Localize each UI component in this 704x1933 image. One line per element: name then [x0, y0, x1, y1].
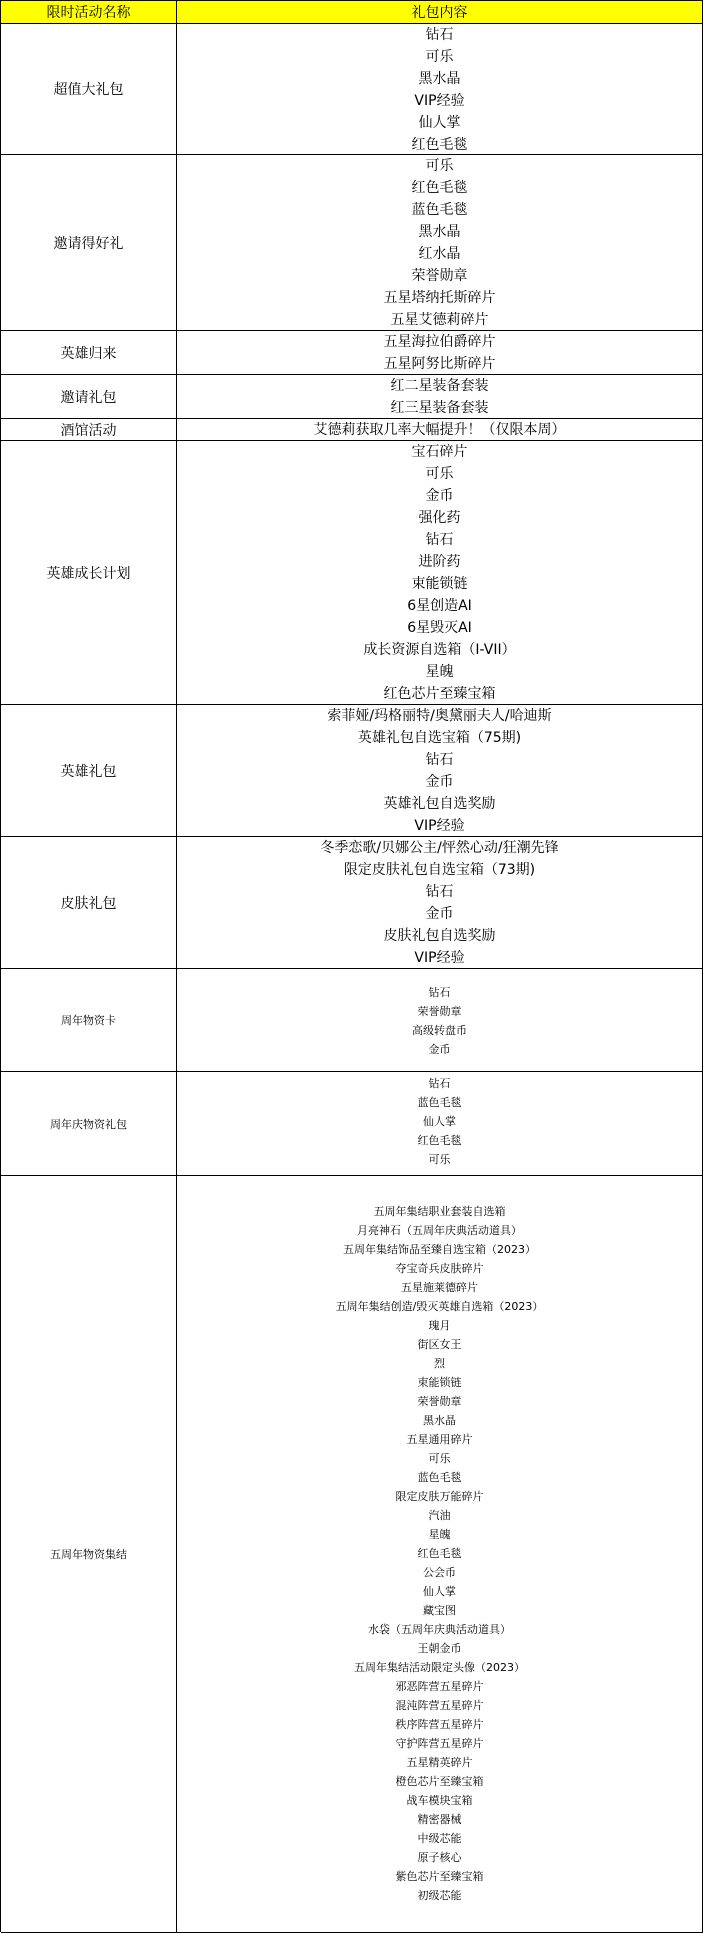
table-row [1, 24, 703, 155]
table-row [1, 441, 703, 705]
gift-item: VIP经验 [414, 818, 465, 834]
gift-item: 钻石 [425, 752, 454, 768]
gift-content-list [177, 24, 703, 154]
gift-item: 五周年集结职业套装自选箱 [373, 1205, 506, 1218]
gift-item: 限定皮肤万能碎片 [395, 1490, 484, 1503]
table-header [1, 1, 703, 24]
gift-item: 藏宝图 [423, 1604, 456, 1617]
table-row [1, 331, 703, 375]
gift-item: 金币 [428, 1043, 451, 1056]
gift-item: 钻石 [425, 884, 454, 900]
gift-item: VIP经验 [414, 950, 465, 966]
activity-name: 超值大礼包 [1, 24, 177, 154]
gift-item: 皮肤礼包自选奖励 [383, 928, 496, 944]
gift-item: 黑水晶 [418, 71, 461, 87]
gift-item: 荣誉勋章 [417, 1395, 462, 1408]
gift-item: 五周年集结活动限定头像（2023） [354, 1661, 525, 1674]
gift-item: 艾德莉获取几率大幅提升！（仅限本周） [313, 422, 566, 438]
gift-item: 成长资源自选箱（I-VII） [363, 642, 516, 658]
gift-item: 原子核心 [417, 1851, 462, 1864]
activity-name: 英雄归来 [1, 331, 177, 374]
gift-content-list [177, 1072, 703, 1175]
activity-name: 英雄成长计划 [1, 441, 177, 704]
gift-item: 可乐 [425, 466, 454, 482]
gift-item: 混沌阵营五星碎片 [395, 1699, 484, 1712]
gift-item: 五星精英碎片 [406, 1756, 473, 1769]
gift-item: 街区女王 [417, 1338, 462, 1351]
gift-content-list [177, 331, 703, 374]
gift-item: 蓝色毛毯 [417, 1471, 462, 1484]
gift-item: 宝石碎片 [411, 444, 468, 460]
activity-name: 皮肤礼包 [1, 837, 177, 968]
gift-item: 金币 [425, 774, 454, 790]
gift-item: 荣誉勋章 [411, 268, 468, 284]
gift-item: 五星海拉伯爵碎片 [383, 334, 496, 350]
gift-item: VIP经验 [414, 93, 465, 109]
activity-name: 邀请礼包 [1, 375, 177, 418]
gift-item: 高级转盘币 [412, 1024, 467, 1037]
gift-item: 可乐 [425, 158, 454, 174]
gift-content-list [177, 1176, 703, 1932]
gift-item: 水袋（五周年庆典活动道具） [368, 1623, 511, 1636]
gift-item: 中级芯能 [417, 1832, 462, 1845]
table-row [1, 1072, 703, 1176]
gift-item: 英雄礼包自选奖励 [383, 796, 496, 812]
gift-item: 红色毛毯 [411, 137, 468, 153]
gift-item: 钻石 [428, 1077, 451, 1090]
gift-item: 初级芯能 [417, 1889, 462, 1902]
activity-name: 周年物资卡 [1, 969, 177, 1071]
table-row [1, 155, 703, 331]
activity-name: 五周年物资集结 [1, 1176, 177, 1932]
gift-item: 战车模块宝箱 [406, 1794, 473, 1807]
gift-item: 王朝金币 [417, 1642, 462, 1655]
gift-item: 精密器械 [417, 1813, 462, 1826]
table-row [1, 837, 703, 969]
gift-item: 强化药 [418, 510, 461, 526]
gift-item: 6星毁灭AI [407, 620, 472, 636]
gift-item: 金币 [425, 488, 454, 504]
gift-item: 紫色芯片至臻宝箱 [395, 1870, 484, 1883]
activity-name: 周年庆物资礼包 [1, 1072, 177, 1175]
gift-item: 索菲娅/玛格丽特/奥黛丽夫人/哈迪斯 [327, 708, 552, 724]
gift-item: 五星塔纳托斯碎片 [383, 290, 496, 306]
table-row [1, 1176, 703, 1933]
gift-item: 限定皮肤礼包自选宝箱（73期) [343, 862, 536, 878]
table-row [1, 419, 703, 441]
gift-item: 冬季恋歌/贝娜公主/怦然心动/狂潮先锋 [320, 840, 559, 856]
gift-item: 仙人掌 [423, 1115, 456, 1128]
gift-item: 红色毛毯 [417, 1547, 462, 1560]
gift-item: 可乐 [425, 49, 454, 65]
gift-item: 钻石 [425, 532, 454, 548]
gift-item: 蓝色毛毯 [417, 1096, 462, 1109]
header-activity-name: 限时活动名称 [1, 1, 177, 23]
gift-item: 星魄 [425, 664, 454, 680]
gift-item: 守护阵营五星碎片 [395, 1737, 484, 1750]
gift-item: 五星阿努比斯碎片 [383, 356, 496, 372]
gift-item: 可乐 [428, 1153, 451, 1166]
activity-name: 英雄礼包 [1, 705, 177, 836]
gift-item: 五星通用碎片 [406, 1433, 473, 1446]
gift-item: 可乐 [428, 1452, 451, 1465]
gift-item: 金币 [425, 906, 454, 922]
gift-item: 仙人掌 [418, 115, 461, 131]
gift-content-list [177, 375, 703, 418]
gift-content-list [177, 441, 703, 704]
gift-item: 橙色芯片至臻宝箱 [395, 1775, 484, 1788]
header-gift-content: 礼包内容 [177, 1, 703, 23]
gift-content-list [177, 969, 703, 1071]
gift-item: 五周年集结饰品至臻自选宝箱（2023） [343, 1243, 536, 1256]
gift-item: 五星施莱德碎片 [401, 1281, 478, 1294]
gift-item: 红三星装备套装 [390, 400, 489, 416]
gift-item: 黑水晶 [418, 224, 461, 240]
gift-item: 进阶药 [418, 554, 461, 570]
table-row [1, 969, 703, 1072]
gift-item: 仙人掌 [423, 1585, 456, 1598]
gift-item: 月亮神石（五周年庆典活动道具） [357, 1224, 522, 1237]
activity-name: 酒馆活动 [1, 419, 177, 440]
gift-item: 束能锁链 [411, 576, 468, 592]
gift-item: 烈 [434, 1357, 445, 1370]
gift-item: 秩序阵营五星碎片 [395, 1718, 484, 1731]
gift-item: 红色芯片至臻宝箱 [383, 686, 496, 702]
gift-item: 五周年集结创造/毁灭英雄自选箱（2023） [335, 1300, 544, 1313]
gift-item: 蓝色毛毯 [411, 202, 468, 218]
activity-name: 邀请得好礼 [1, 155, 177, 330]
gift-item: 英雄礼包自选宝箱（75期) [357, 730, 522, 746]
gift-content-list [177, 705, 703, 836]
gift-item: 钻石 [428, 986, 451, 999]
gift-item: 星魄 [428, 1528, 451, 1541]
gift-item: 黑水晶 [423, 1414, 456, 1427]
gift-item: 红色毛毯 [417, 1134, 462, 1147]
gift-item: 红水晶 [418, 246, 461, 262]
gift-item: 6星创造AI [407, 598, 472, 614]
gift-item: 五星艾德莉碎片 [390, 312, 489, 328]
gift-item: 夺宝奇兵皮肤碎片 [395, 1262, 484, 1275]
gift-item: 公会币 [423, 1566, 456, 1579]
table-row [1, 705, 703, 837]
gift-item: 红二星装备套装 [390, 378, 489, 394]
gift-content-list [177, 155, 703, 330]
gift-content-list [177, 419, 703, 440]
gift-item: 红色毛毯 [411, 180, 468, 196]
gift-item: 邪恶阵营五星碎片 [395, 1680, 484, 1693]
gift-item: 瑰月 [428, 1319, 451, 1332]
gift-content-list [177, 837, 703, 968]
gift-item: 汽油 [428, 1509, 451, 1522]
table-row [1, 375, 703, 419]
gift-item: 荣誉勋章 [417, 1005, 462, 1018]
gift-item: 束能锁链 [417, 1376, 462, 1389]
gift-item: 钻石 [425, 27, 454, 43]
